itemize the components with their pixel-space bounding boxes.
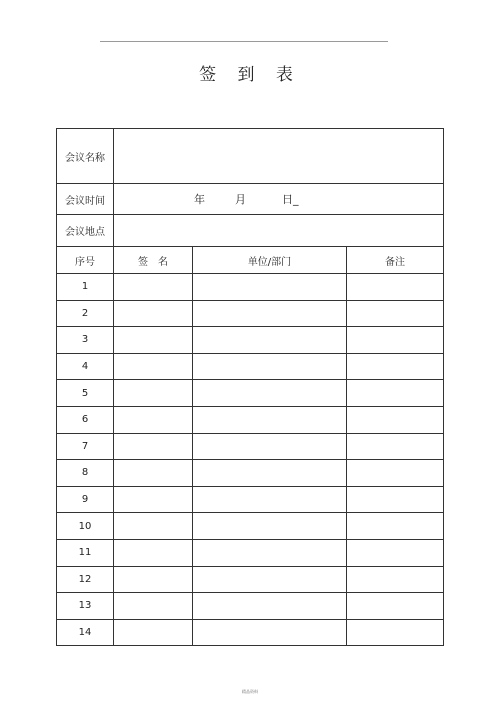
top-rule xyxy=(100,41,388,42)
meeting-name-field[interactable] xyxy=(114,129,444,184)
sign-cell[interactable] xyxy=(114,300,193,327)
unit-cell[interactable] xyxy=(193,274,347,301)
remark-cell[interactable] xyxy=(347,486,444,513)
row-number: 7 xyxy=(57,433,114,460)
meeting-name-row xyxy=(57,129,444,184)
meeting-place-row xyxy=(57,215,444,247)
header-unit: 单位/部门 xyxy=(193,247,347,274)
row-number: 11 xyxy=(57,539,114,566)
date-year-label: 年 xyxy=(194,193,205,206)
meeting-time-field[interactable] xyxy=(114,184,444,215)
unit-cell[interactable] xyxy=(193,460,347,487)
remark-cell[interactable] xyxy=(347,274,444,301)
row-number: 2 xyxy=(57,300,114,327)
meeting-name-label: 会议名称 xyxy=(57,129,114,184)
sign-cell[interactable] xyxy=(114,380,193,407)
table-row xyxy=(57,593,444,620)
meeting-place-label: 会议地点 xyxy=(57,215,114,247)
remark-cell[interactable] xyxy=(347,406,444,433)
row-number: 6 xyxy=(57,406,114,433)
table-row xyxy=(57,406,444,433)
remark-cell[interactable] xyxy=(347,539,444,566)
table-row xyxy=(57,513,444,540)
table-row xyxy=(57,486,444,513)
remark-cell[interactable] xyxy=(347,380,444,407)
sign-cell[interactable] xyxy=(114,433,193,460)
remark-cell[interactable] xyxy=(347,353,444,380)
meeting-place-field[interactable] xyxy=(114,215,444,247)
table-row xyxy=(57,274,444,301)
unit-cell[interactable] xyxy=(193,619,347,646)
sign-cell[interactable] xyxy=(114,593,193,620)
remark-cell[interactable] xyxy=(347,433,444,460)
date-day-label: 日_ xyxy=(282,193,299,206)
sign-cell[interactable] xyxy=(114,353,193,380)
unit-cell[interactable] xyxy=(193,593,347,620)
remark-cell[interactable] xyxy=(347,460,444,487)
remark-cell[interactable] xyxy=(347,619,444,646)
unit-cell[interactable] xyxy=(193,433,347,460)
row-number: 13 xyxy=(57,593,114,620)
table-row xyxy=(57,353,444,380)
row-number: 8 xyxy=(57,460,114,487)
sign-cell[interactable] xyxy=(114,619,193,646)
table-row xyxy=(57,619,444,646)
sign-cell[interactable] xyxy=(114,486,193,513)
table-row xyxy=(57,539,444,566)
unit-cell[interactable] xyxy=(193,300,347,327)
unit-cell[interactable] xyxy=(193,486,347,513)
row-number: 9 xyxy=(57,486,114,513)
sign-cell[interactable] xyxy=(114,566,193,593)
sign-cell[interactable] xyxy=(114,460,193,487)
unit-cell[interactable] xyxy=(193,513,347,540)
row-number: 4 xyxy=(57,353,114,380)
unit-cell[interactable] xyxy=(193,406,347,433)
remark-cell[interactable] xyxy=(347,513,444,540)
row-number: 14 xyxy=(57,619,114,646)
unit-cell[interactable] xyxy=(193,539,347,566)
table-row xyxy=(57,566,444,593)
remark-cell[interactable] xyxy=(347,327,444,354)
header-seq: 序号 xyxy=(57,247,114,274)
row-number: 3 xyxy=(57,327,114,354)
date-month-label: 月 xyxy=(235,193,246,206)
row-number: 10 xyxy=(57,513,114,540)
unit-cell[interactable] xyxy=(193,327,347,354)
page-title: 签 到 表 xyxy=(199,65,301,85)
unit-cell[interactable] xyxy=(193,380,347,407)
sign-cell[interactable] xyxy=(114,406,193,433)
unit-cell[interactable] xyxy=(193,566,347,593)
row-number: 1 xyxy=(57,274,114,301)
header-sign: 签 名 xyxy=(114,247,193,274)
remark-cell[interactable] xyxy=(347,300,444,327)
table-row xyxy=(57,300,444,327)
remark-cell[interactable] xyxy=(347,593,444,620)
table-row xyxy=(57,433,444,460)
sign-cell[interactable] xyxy=(114,513,193,540)
table-row xyxy=(57,380,444,407)
sign-cell[interactable] xyxy=(114,274,193,301)
sign-cell[interactable] xyxy=(114,327,193,354)
sign-in-table xyxy=(56,128,444,646)
unit-cell[interactable] xyxy=(193,353,347,380)
meeting-time-row xyxy=(57,184,444,215)
sign-cell[interactable] xyxy=(114,539,193,566)
header-row xyxy=(57,247,444,274)
row-number: 5 xyxy=(57,380,114,407)
footer-note: 精品资料 xyxy=(242,689,258,694)
row-number: 12 xyxy=(57,566,114,593)
meeting-time-label: 会议时间 xyxy=(57,184,114,215)
remark-cell[interactable] xyxy=(347,566,444,593)
table-row xyxy=(57,327,444,354)
header-remark: 备注 xyxy=(347,247,444,274)
table-row xyxy=(57,460,444,487)
